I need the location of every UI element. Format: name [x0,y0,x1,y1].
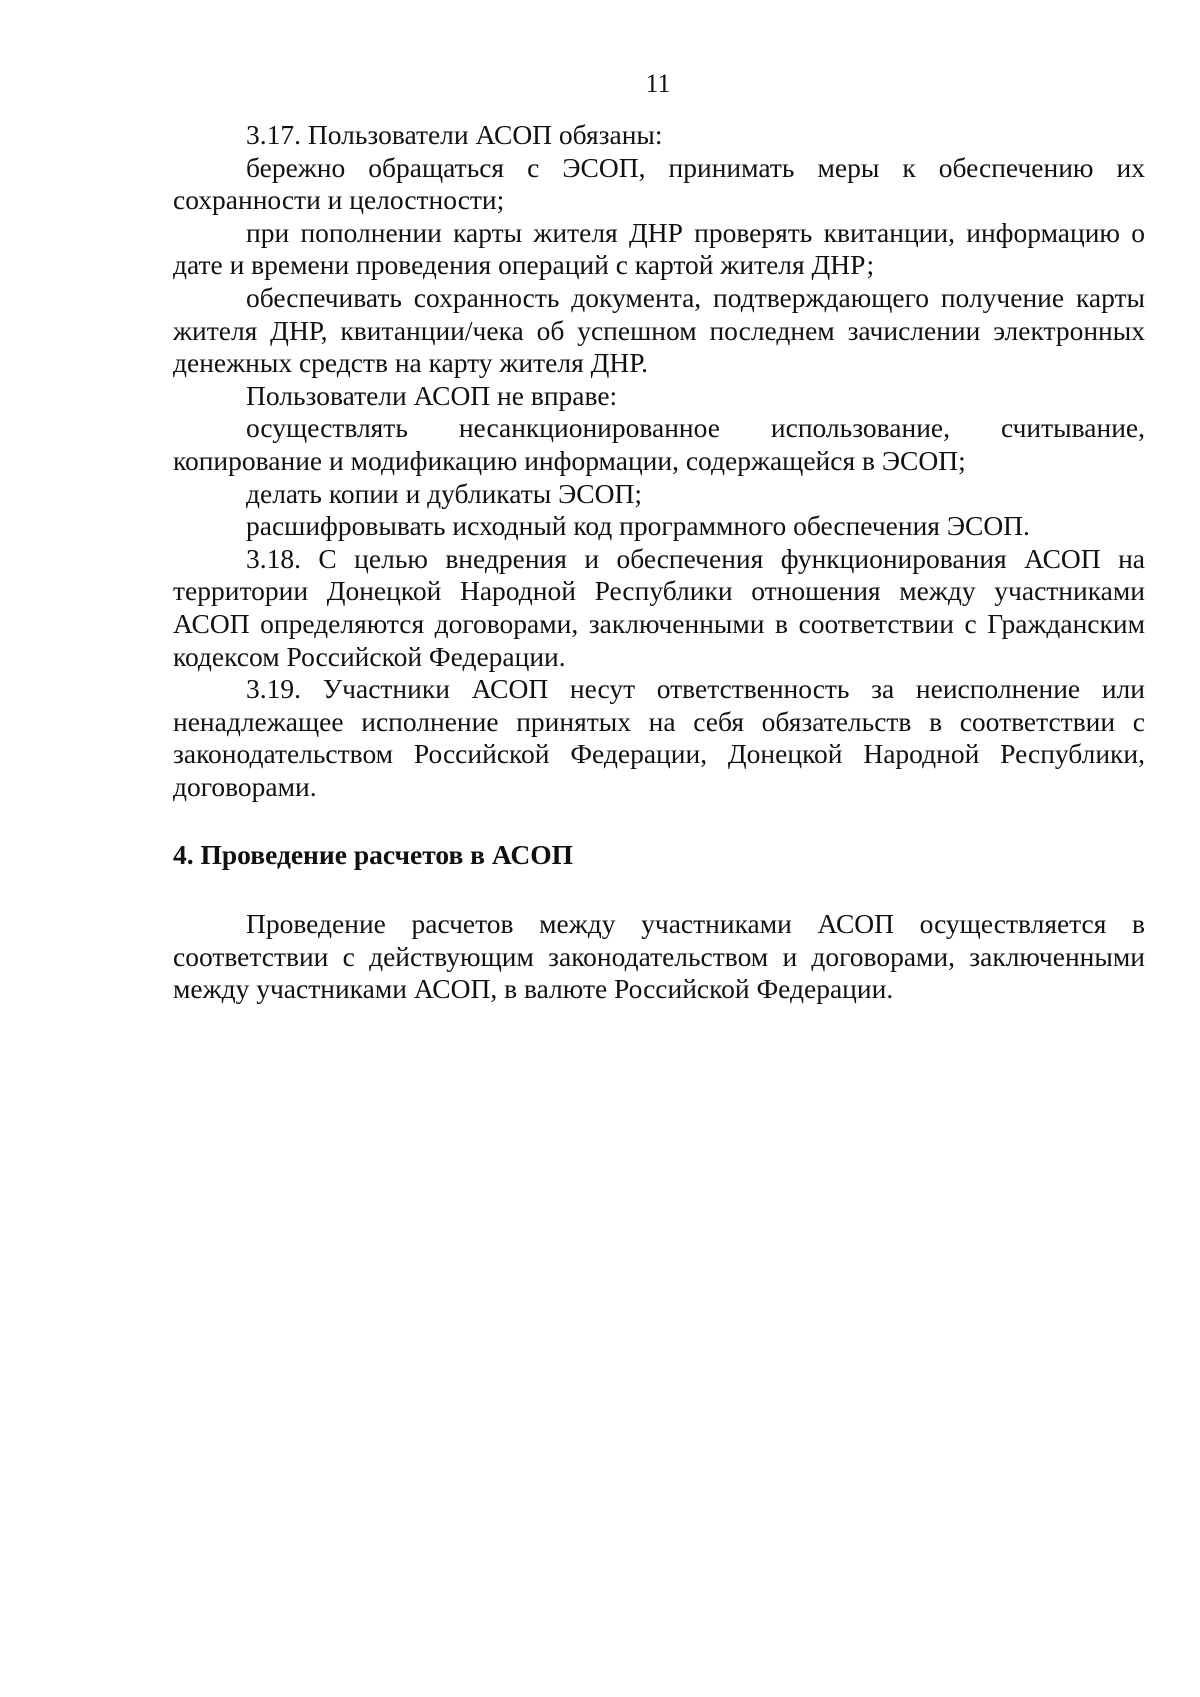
section-4-heading: 4. Проведение расчетов в АСОП [173,839,574,871]
section-4-paragraph: Проведение расчетов между участниками АСОП осуществляется в соответствии с действующим законодательством и договорами, заключенными между участниками АСОП, в валюте Российской Федерации. [173,908,1145,1005]
paragraph-prohibition-2: делать копии и дубликаты ЭСОП; [246,477,642,509]
paragraph-3-17-item-1: бережно обращаться с ЭСОП, принимать меры к обеспечению их сохранности и целостности; [173,151,1145,216]
paragraph-3-17-item-3: обеспечивать сохранность документа, подтверждающего получение карты жителя ДНР, квитанции/чека об успешном последнем зачислении электронных денежных средств на карту жителя ДНР. [173,281,1145,379]
page-number: 11 [645,69,671,98]
paragraph-prohibitions-intro: Пользователи АСОП не вправе: [246,379,618,411]
document-body [173,119,1145,1006]
paragraph-prohibition-3: расшифровывать исходный код программного обеспечения ЭСОП. [246,510,1030,542]
paragraph-3-19: 3.19. Участники АСОП несут ответственность за неисполнение или ненадлежащее исполнение принятых на себя обязательств в соответствии с законодательством Российской Федерации, Донецкой Народной Республики, договорами. [173,673,1145,802]
section-4-body [173,908,1145,1006]
paragraph-prohibition-1: осуществлять несанкционированное использование, считывание, копирование и модификацию информации, содержащейся в ЭСОП; [173,412,1145,476]
paragraph-3-18: 3.18. С целью внедрения и обеспечения функционирования АСОП на территории Донецкой Народной Республики отношения между участниками АСОП определяются договорами, заключенными в соответствии с Гражданским кодексом Российской Федерации. [173,542,1145,672]
paragraph-3-17-item-2: при пополнении карты жителя ДНР проверять квитанции, информацию о дате и времени проведения операций с картой жителя ДНР; [173,216,1145,281]
paragraph-3-17-intro: 3.17. Пользователи АСОП обязаны: [246,119,663,150]
